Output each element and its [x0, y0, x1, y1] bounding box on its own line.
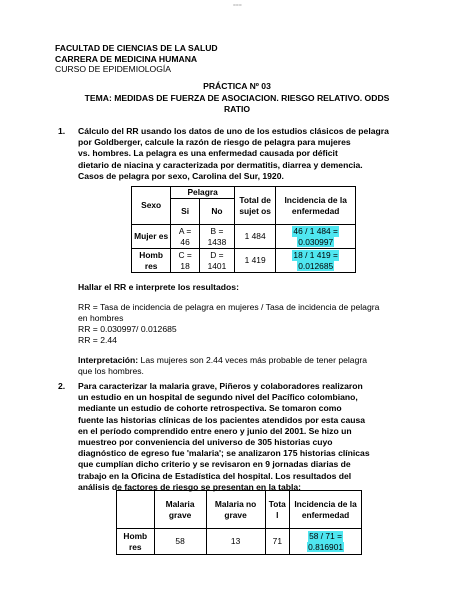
task-instruction: Hallar el RR e interprete los resultados:: [78, 282, 239, 292]
section-1-line: Casos de pelagra por sexo, Carolina del Sur, 1920.: [78, 170, 284, 181]
section-2-line: fuente las historias clínicas de los pacientes atendidos por esta causa: [78, 414, 366, 425]
incidence-value: 0.030997: [298, 236, 334, 247]
section-2-line: análisis de factores de riesgo se presentan en la tabla:: [78, 481, 302, 492]
document-header: [55, 43, 218, 75]
section-1-line: vs. hombres. La pelagra es una enfermedad causada por déficit: [78, 148, 338, 159]
col-pelagra: Pelagra: [171, 187, 235, 199]
incidence-formula: 18 / 1 419 =: [293, 250, 338, 260]
cell-incidence: [276, 225, 356, 249]
section-2-line: diagnóstico de egreso fue 'malaria'; se analizaron 175 historias clínicas: [78, 448, 370, 459]
section-2-line: un estudio en un hospital de segundo nivel del Pacífico colombiano,: [78, 392, 358, 403]
cell-si: A = 46: [171, 225, 200, 249]
rr-result: RR = 2.44: [78, 335, 117, 345]
cell-si: C = 18: [171, 249, 200, 273]
rr-definition-2: en hombres: [78, 313, 124, 323]
practice-title: PRÁCTICA Nº 03: [203, 81, 271, 91]
incidence-value: 0.816901: [308, 541, 344, 552]
section-1-prompt: [78, 126, 423, 182]
topic-line-2: RATIO: [223, 104, 251, 114]
cell-malaria-no-grave: 13: [206, 529, 265, 555]
section-2-prompt: [78, 381, 423, 493]
cell-malaria-grave: 58: [154, 529, 206, 555]
col-si: Si: [171, 199, 200, 225]
malaria-table: [116, 490, 362, 555]
row-label: Homb res: [132, 249, 171, 273]
pelagra-table: [131, 186, 356, 273]
section-2-line: mediante un estudio de cohorte retrospectiva. Se tomaron como: [78, 403, 342, 414]
cell-total: 1 484: [234, 225, 275, 249]
section-2-line: trabajo en la Oficina de Estadística del hospital. Los resultados del: [78, 470, 352, 481]
interpretation-line-1: [78, 355, 367, 365]
col-empty: [117, 491, 155, 529]
section-2-number: 2.: [58, 381, 66, 391]
col-total: Tota l: [265, 491, 290, 529]
section-1-number: 1.: [58, 126, 66, 136]
col-incidence: Incidencia de la enfermedad: [276, 187, 356, 225]
row-label: Homb res: [117, 529, 155, 555]
cell-total: 71: [265, 529, 290, 555]
course-name: CURSO DE EPIDEMIOLOGÍA: [55, 64, 172, 74]
section-2-line: Para caracterizar la malaria grave, Piñeros y colaboradores realizaron: [78, 381, 363, 391]
cell-no: D = 1401: [199, 249, 234, 273]
table-row: [132, 225, 356, 249]
col-no: No: [199, 199, 234, 225]
interpretation-line-2: que los hombres.: [78, 366, 144, 376]
cell-no: B = 1438: [199, 225, 234, 249]
section-2-line: muestreo por conveniencia del universo de 305 historias cuyo: [78, 437, 333, 448]
interpretation-text: Las mujeres son 2.44 veces más probable de tener pelagra: [138, 355, 367, 365]
page-marker: ===: [233, 3, 242, 9]
table-row: [117, 529, 362, 555]
interpretation-label: Interpretación:: [78, 355, 139, 365]
rr-definition-1: RR = Tasa de incidencia de pelagra en mujeres / Tasa de incidencia de pelagra: [78, 302, 380, 312]
incidence-value: 0.012685: [298, 260, 334, 271]
section-1-line: dietario de niacina y caracterizada por dermatitis, diarrea y demencia.: [78, 159, 363, 170]
section-1-line: por Goldberger, calcule la razón de riesgo de pelagra para mujeres: [78, 137, 351, 148]
topic-line-1: TEMA: MEDIDAS DE FUERZA DE ASOCIACION. RIESGO RELATIVO. ODDS: [84, 93, 390, 103]
table-row: [132, 249, 356, 273]
cell-incidence: [276, 249, 356, 273]
section-2-line: que cumplían dicho criterio y se revisaron en 9 jornadas diarias de: [78, 459, 351, 470]
faculty-name: FACULTAD DE CIENCIAS DE LA SALUD: [55, 43, 218, 53]
row-label: Mujer es: [132, 225, 171, 249]
rr-calculation: RR = 0.030997/ 0.012685: [78, 324, 177, 334]
program-name: CARRERA DE MEDICINA HUMANA: [55, 53, 198, 64]
cell-incidence: [290, 529, 362, 555]
cell-total: 1 419: [234, 249, 275, 273]
col-malaria-no-grave: Malaria no grave: [206, 491, 265, 529]
section-1-line: Cálculo del RR usando los datos de uno de los estudios clásicos de pelagra: [78, 126, 389, 136]
section-2-line: en el período comprendido entre enero y junio del 2001. Se hizo un: [78, 425, 352, 436]
col-sexo: Sexo: [132, 187, 171, 225]
incidence-formula: 58 / 71 =: [309, 531, 342, 541]
incidence-formula: 46 / 1 484 =: [293, 226, 338, 236]
col-total: Total de sujet os: [234, 187, 275, 225]
col-incidence: Incidencia de la enfermedad: [290, 491, 362, 529]
col-malaria-grave: Malaria grave: [154, 491, 206, 529]
